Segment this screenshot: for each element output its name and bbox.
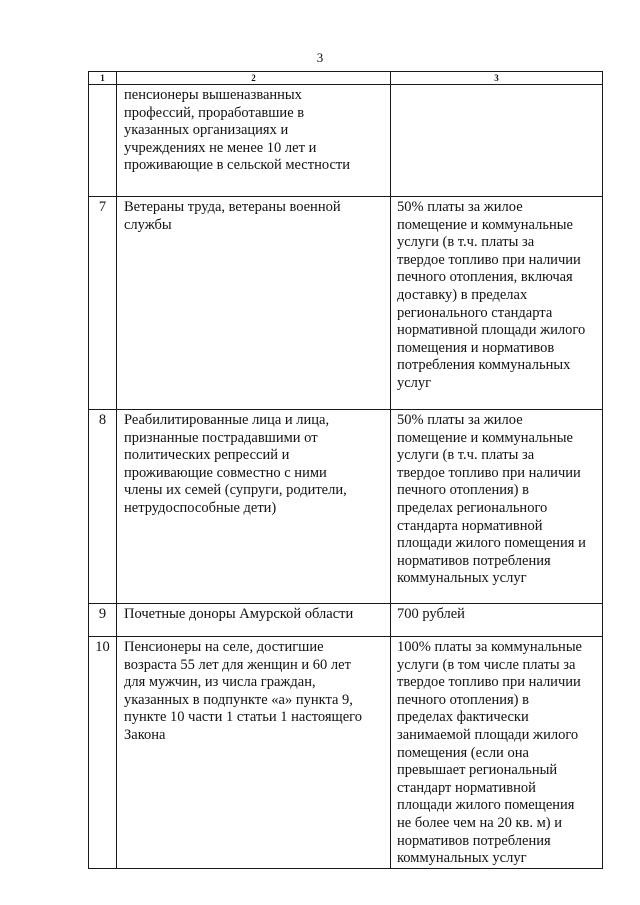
column-header-benefit: 3 [391, 72, 603, 85]
table-row [89, 604, 603, 637]
table-row [89, 637, 603, 869]
row-benefit: 700 рублей [391, 604, 603, 637]
page-number: 3 [316, 50, 324, 65]
row-category: Почетные доноры Амурской области [117, 604, 391, 637]
row-category: Пенсионеры на селе, достигшие возраста 55 лет для женщин и 60 лет для мужчин, из числа граждан, указанных в подпункте «а» пункта 9, пункте 10 части 1 статьи 1 настоящего Закона [117, 637, 391, 869]
benefits-table [88, 71, 603, 869]
row-number [89, 85, 117, 197]
table-row [89, 85, 603, 197]
row-benefit [391, 85, 603, 197]
row-number: 8 [89, 410, 117, 604]
column-header-category: 2 [117, 72, 391, 85]
table-row [89, 410, 603, 604]
table-row [89, 197, 603, 410]
row-benefit: 50% платы за жилое помещение и коммунальные услуги (в т.ч. платы за твердое топливо при наличии печного отопления, включая доставку) в пределах регионального стандарта нормативной площади жилого помещения и нормативов потребления коммунальных услуг [391, 197, 603, 410]
row-category: пенсионеры вышеназванных профессий, проработавшие в указанных организациях и учреждениях не менее 10 лет и проживающие в сельской местности [117, 85, 391, 197]
row-number: 7 [89, 197, 117, 410]
column-header-number: 1 [89, 72, 117, 85]
row-number: 10 [89, 637, 117, 869]
row-number: 9 [89, 604, 117, 637]
row-benefit: 100% платы за коммунальные услуги (в том числе платы за твердое топливо при наличии печного отопления) в пределах фактически занимаемой площади жилого помещения (если она превышает региональный стандарт нормативной площади жилого помещения не более чем на 20 кв. м) и нормативов потребления коммунальных услуг [391, 637, 603, 869]
row-category: Реабилитированные лица и лица, признанные пострадавшими от политических репрессий и проживающие совместно с ними члены их семей (супруги, родители, нетрудоспособные дети) [117, 410, 391, 604]
row-category: Ветераны труда, ветераны военной службы [117, 197, 391, 410]
row-benefit: 50% платы за жилое помещение и коммунальные услуги (в т.ч. платы за твердое топливо при наличии печного отопления) в пределах регионального стандарта нормативной площади жилого помещения и нормативов потребления коммунальных услуг [391, 410, 603, 604]
table-header-row [89, 72, 603, 85]
